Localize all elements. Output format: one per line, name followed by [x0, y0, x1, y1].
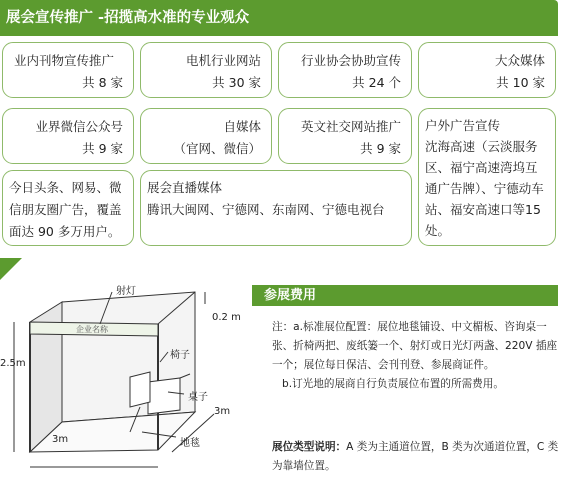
height-label: 2.5m: [0, 358, 26, 369]
table-label: 桌子: [188, 392, 208, 403]
live-media-card: [140, 170, 412, 246]
spotlight-label: 射灯: [116, 286, 136, 297]
note-b: b.订光地的展商自行负责展位布置的所需费用。: [282, 378, 504, 390]
width-label: 3m: [52, 434, 69, 445]
card-title: 展会直播媒体: [147, 180, 223, 195]
booth-type-note: [272, 438, 562, 476]
card-count: （官网、微信）: [173, 141, 261, 156]
card-count: 共 10 家: [496, 75, 545, 90]
fees-note: [272, 318, 562, 394]
carpet-label: 地毯: [180, 438, 200, 449]
outdoor-ad-card: [418, 108, 556, 246]
card-title: 业界微信公众号: [35, 119, 123, 134]
fees-title: 参展费用: [264, 288, 317, 303]
card-title: 自媒体: [223, 119, 261, 134]
chair-label: 椅子: [170, 350, 190, 361]
note-a: 注：a.标准展位配置：展位地毯铺设、中文楣板、咨询桌一张、折椅两把、废纸篓一个、射灯或日光灯两盏、220V 插座一个；展位每日保洁、会刊刊登、参展商证件。: [272, 321, 558, 371]
card-title: 业内刊物宣传推广: [14, 53, 115, 68]
media-card: [278, 108, 412, 164]
card-title: 电机行业网站: [185, 53, 261, 68]
media-card: [278, 42, 412, 98]
card-count: 共 9 家: [360, 141, 401, 156]
booth-type-text: A 类为主通道位置，B 类为次通道位置，C 类为靠墙位置。: [272, 441, 559, 472]
card-title: 户外广告宣传: [425, 118, 501, 133]
booth-type-label: 展位类型说明：: [272, 441, 347, 453]
card-title: 行业协会协助宣传: [300, 53, 401, 68]
section-title: 展会宣传推广 -招揽高水准的专业观众: [6, 10, 250, 26]
media-card: [140, 42, 272, 98]
media-card: [2, 108, 134, 164]
card-count: 共 24 个: [352, 75, 401, 90]
top-height-label: 0.2 m: [212, 312, 241, 323]
card-body: 沈海高速（云淡服务区、福宁高速湾坞互通广告牌）、宁德动车站、福安高速口等15处。: [425, 139, 544, 238]
depth-label: 3m: [214, 406, 231, 417]
media-card: [140, 108, 272, 164]
fees-header: [252, 285, 558, 306]
fascia-text: 企业名称: [76, 325, 108, 334]
section-header: [0, 0, 558, 36]
card-body: 今日头条、网易、微信朋友圈广告，覆盖面达 90 多万用户。: [9, 180, 122, 239]
card-count: 共 30 家: [212, 75, 261, 90]
toutiao-card: [2, 170, 134, 246]
card-title: 大众媒体: [494, 53, 545, 68]
card-count: 共 8 家: [82, 75, 123, 90]
media-card: [418, 42, 556, 98]
card-body: 腾讯大闽网、宁德网、东南网、宁德电视台: [147, 202, 385, 217]
card-count: 共 9 家: [82, 141, 123, 156]
card-title: 英文社交网站推广: [300, 119, 401, 134]
media-card: [2, 42, 134, 98]
